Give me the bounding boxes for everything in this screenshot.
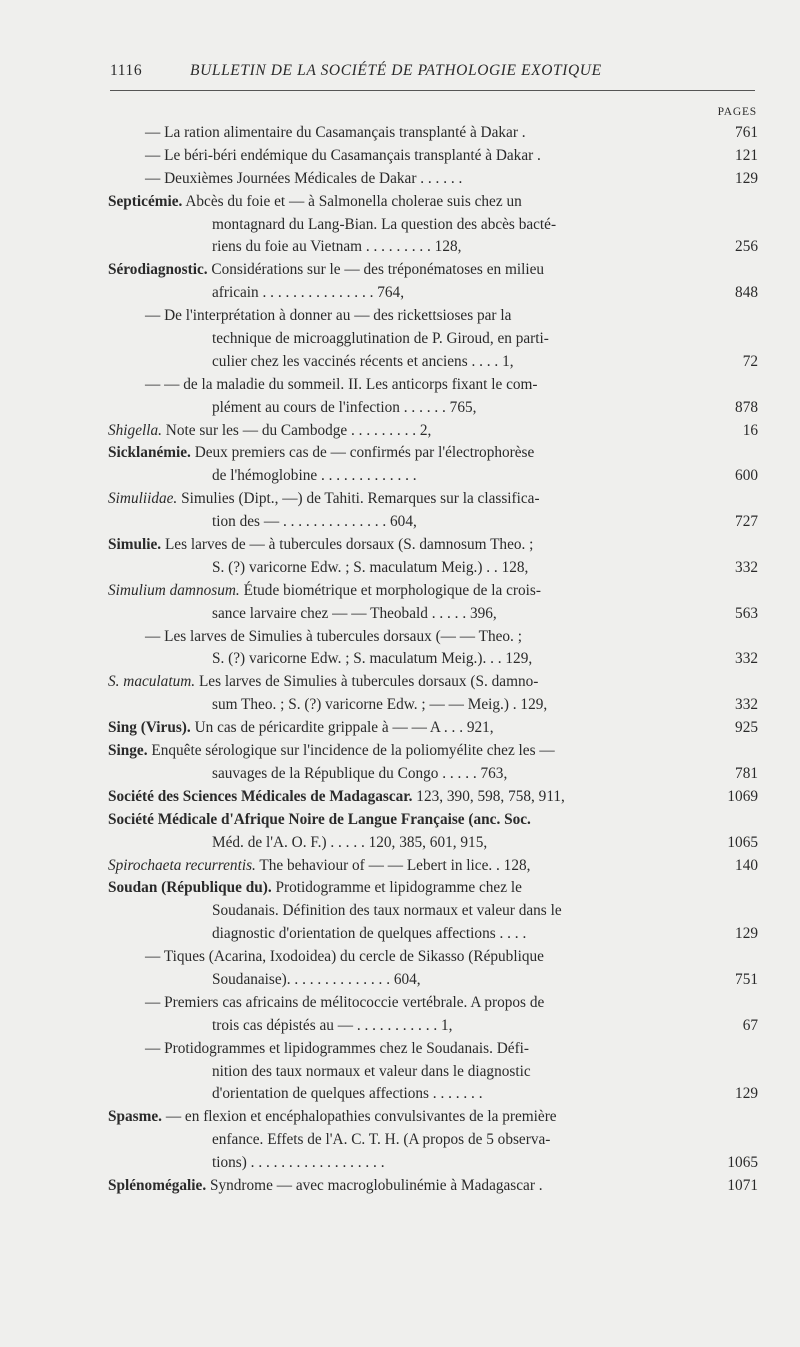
page-reference: 781	[735, 764, 758, 782]
page-reference: 600	[735, 467, 758, 485]
entry-line	[0, 946, 800, 969]
page-reference: 332	[735, 558, 758, 576]
index-entry	[0, 877, 800, 946]
index-entry	[0, 580, 800, 626]
entry-line	[0, 1038, 800, 1061]
entry-text: diagnostic d'orientation de quelques affections . . . .	[212, 925, 527, 943]
entry-text: Enquête sérologique sur l'incidence de la poliomyélite chez les —	[151, 742, 555, 760]
index-entry	[0, 488, 800, 534]
page-reference: 332	[735, 650, 758, 668]
entry-text: S. (?) varicorne Edw. ; S. maculatum Meig.). . . 129,	[212, 650, 533, 668]
entry-text: culier chez les vaccinés récents et anciens . . . . 1,	[212, 352, 514, 370]
entry-line	[0, 900, 800, 923]
entry-line	[0, 305, 800, 328]
entry-line	[0, 420, 800, 443]
entry-line	[0, 397, 800, 420]
entry-line	[0, 1015, 800, 1038]
page-reference: 727	[735, 513, 758, 531]
entry-line	[0, 832, 800, 855]
entry-text: technique de microagglutination de P. Giroud, en parti-	[212, 330, 549, 348]
page-reference: 332	[735, 696, 758, 714]
entry-line	[0, 603, 800, 626]
index-entry	[0, 740, 800, 786]
entry-text: Méd. de l'A. O. F.) . . . . . 120, 385, 601, 915,	[212, 833, 488, 851]
entry-text: — Les larves de Simulies à tubercules dorsaux (— — Theo. ;	[145, 627, 522, 645]
page-reference: 256	[735, 238, 758, 256]
page-reference: 1069	[727, 787, 758, 805]
index-entries	[0, 122, 800, 1198]
entry-line	[0, 511, 800, 534]
entry-line	[0, 328, 800, 351]
page-reference: 72	[742, 352, 758, 370]
entry-heading: Sérodiagnostic.	[108, 261, 208, 279]
entry-text: Note sur les — du Cambodge . . . . . . . . . 2,	[165, 421, 432, 439]
entry-text: Abcès du foie et — à Salmonella cholerae suis chez un	[185, 192, 522, 210]
entry-text: — Protidogrammes et lipidogrammes chez le Soudanais. Défi-	[145, 1039, 530, 1057]
index-entry	[0, 946, 800, 992]
entry-heading: Simuliidae.	[108, 490, 178, 508]
entry-text: Étude biométrique et morphologique de la crois-	[243, 581, 541, 599]
entry-text: Considérations sur le — des tréponématoses en milieu	[211, 261, 545, 279]
index-entry	[0, 1106, 800, 1175]
entry-line	[0, 214, 800, 237]
index-entry	[0, 122, 800, 145]
entry-heading: Spirochaeta recurrentis.	[108, 856, 256, 874]
page-reference: 16	[742, 421, 758, 439]
page-reference: 563	[735, 604, 758, 622]
entry-text: The behaviour of — — Lebert in lice. . 128,	[259, 856, 531, 874]
index-entry	[0, 168, 800, 191]
entry-text: — Tiques (Acarina, Ixodoidea) du cercle de Sikasso (République	[145, 948, 544, 966]
entry-text: — La ration alimentaire du Casamançais transplanté à Dakar .	[145, 124, 526, 141]
entry-line	[0, 786, 800, 809]
entry-heading: Sing (Virus).	[108, 719, 191, 737]
entry-line	[0, 351, 800, 374]
page-reference: 925	[735, 719, 758, 737]
entry-text: — Premiers cas africains de mélitococcie vertébrale. A propos de	[145, 993, 545, 1011]
entry-text: tions) . . . . . . . . . . . . . . . . . .	[212, 1154, 385, 1172]
journal-title: BULLETIN DE LA SOCIÉTÉ DE PATHOLOGIE EXOTIQUE	[190, 62, 602, 79]
page-reference: 1071	[727, 1176, 758, 1194]
entry-text: Les larves de — à tubercules dorsaux (S. damnosum Theo. ;	[164, 536, 534, 554]
page-number: 1116	[110, 62, 143, 79]
entry-heading: Spasme.	[108, 1108, 162, 1126]
entry-heading: Septicémie.	[108, 192, 183, 210]
page-reference: 67	[742, 1016, 758, 1034]
index-entry	[0, 420, 800, 443]
entry-text: Syndrome — avec macroglobulinémie à Madagascar .	[209, 1176, 543, 1194]
entry-line	[0, 580, 800, 603]
entry-line	[0, 145, 800, 168]
index-entry	[0, 809, 800, 855]
entry-text: sum Theo. ; S. (?) varicorne Edw. ; — — Meig.) . 129,	[212, 696, 548, 714]
entry-line	[0, 717, 800, 740]
entry-text: de l'hémoglobine . . . . . . . . . . . . .	[212, 467, 417, 485]
page-reference: 1065	[727, 833, 758, 851]
entry-text: nition des taux normaux et valeur dans le diagnostic	[212, 1062, 531, 1080]
entry-text: riens du foie au Vietnam . . . . . . . . . 128,	[212, 238, 462, 256]
entry-line	[0, 1061, 800, 1084]
entry-line	[0, 1175, 800, 1198]
entry-line	[0, 694, 800, 717]
entry-text: plément au cours de l'infection . . . . . . 765,	[212, 398, 477, 416]
entry-line	[0, 923, 800, 946]
entry-text: Soudanaise). . . . . . . . . . . . . . 604,	[212, 970, 421, 988]
entry-heading: Soudan (République du).	[108, 879, 272, 897]
entry-line	[0, 236, 800, 259]
entry-line	[0, 809, 800, 832]
index-entry	[0, 442, 800, 488]
entry-text: d'orientation de quelques affections . . . . . . .	[212, 1085, 483, 1103]
index-entry	[0, 992, 800, 1038]
entry-text: — De l'interprétation à donner au — des rickettsioses par la	[145, 307, 512, 325]
entry-line	[0, 1129, 800, 1152]
index-entry	[0, 1038, 800, 1107]
entry-heading: Sicklanémie.	[108, 444, 191, 462]
index-entry	[0, 1175, 800, 1198]
entry-text: Un cas de péricardite grippale à — — A . . . 921,	[194, 719, 494, 737]
entry-text: tion des — . . . . . . . . . . . . . . 604,	[212, 513, 417, 531]
entry-text: 123, 390, 598, 758, 911,	[416, 787, 565, 805]
index-entry	[0, 671, 800, 717]
pages-column-label: PAGES	[717, 106, 757, 118]
page-reference: 751	[735, 970, 758, 988]
entry-line	[0, 488, 800, 511]
index-entry	[0, 855, 800, 878]
entry-heading: Société des Sciences Médicales de Madagascar.	[108, 787, 413, 805]
page-reference: 129	[735, 925, 758, 943]
entry-line	[0, 1083, 800, 1106]
entry-line	[0, 122, 800, 145]
entry-line	[0, 740, 800, 763]
index-entry	[0, 626, 800, 672]
entry-heading: Singe.	[108, 742, 148, 760]
entry-line	[0, 465, 800, 488]
entry-text: — Deuxièmes Journées Médicales de Dakar . . . . . .	[145, 169, 463, 187]
index-entry	[0, 259, 800, 305]
entry-line	[0, 648, 800, 671]
index-entry	[0, 786, 800, 809]
entry-line	[0, 168, 800, 191]
entry-heading: Société Médicale d'Afrique Noire de Langue Française (anc. Soc.	[108, 810, 531, 828]
entry-text: Simulies (Dipt., —) de Tahiti. Remarques sur la classifica-	[181, 490, 540, 508]
entry-text: — Le béri-béri endémique du Casamançais transplanté à Dakar .	[145, 146, 541, 164]
entry-text: — — de la maladie du sommeil. II. Les anticorps fixant le com-	[145, 375, 538, 393]
entry-line	[0, 534, 800, 557]
entry-line	[0, 855, 800, 878]
entry-heading: S. maculatum.	[108, 673, 196, 691]
index-entry	[0, 717, 800, 740]
page-reference: 878	[735, 398, 758, 416]
entry-text: Les larves de Simulies à tubercules dorsaux (S. damno-	[198, 673, 539, 691]
entry-line	[0, 442, 800, 465]
entry-line	[0, 259, 800, 282]
entry-text: — en flexion et encéphalopathies convulsivantes de la première	[165, 1108, 557, 1126]
page-reference: 129	[735, 169, 758, 187]
running-header	[110, 62, 755, 80]
entry-line	[0, 557, 800, 580]
header-rule	[110, 90, 755, 91]
entry-text: sauvages de la République du Congo . . . . . 763,	[212, 764, 508, 782]
entry-text: trois cas dépistés au — . . . . . . . . . . . 1,	[212, 1016, 453, 1034]
entry-text: africain . . . . . . . . . . . . . . . 764,	[212, 284, 405, 302]
page-reference: 1065	[727, 1154, 758, 1172]
entry-line	[0, 877, 800, 900]
entry-text: enfance. Effets de l'A. C. T. H. (A propos de 5 observa-	[212, 1131, 551, 1149]
entry-line	[0, 282, 800, 305]
entry-text: S. (?) varicorne Edw. ; S. maculatum Meig.) . . 128,	[212, 558, 529, 576]
page-reference: 129	[735, 1085, 758, 1103]
page-reference: 121	[735, 146, 758, 164]
entry-line	[0, 626, 800, 649]
index-entry	[0, 374, 800, 420]
entry-line	[0, 969, 800, 992]
entry-line	[0, 1152, 800, 1175]
page-reference: 848	[735, 284, 758, 302]
entry-text: montagnard du Lang-Bian. La question des abcès bacté-	[212, 215, 557, 233]
page-reference: 761	[735, 124, 758, 141]
entry-line	[0, 191, 800, 214]
entry-text: sance larvaire chez — — Theobald . . . . . 396,	[212, 604, 497, 622]
index-entry	[0, 191, 800, 260]
entry-line	[0, 374, 800, 397]
entry-line	[0, 1106, 800, 1129]
page-reference: 140	[735, 856, 758, 874]
entry-heading: Splénomégalie.	[108, 1176, 207, 1194]
index-entry	[0, 305, 800, 374]
index-entry	[0, 534, 800, 580]
entry-text: Protidogramme et lipidogramme chez le	[275, 879, 522, 897]
entry-heading: Shigella.	[108, 421, 162, 439]
entry-heading: Simulie.	[108, 536, 162, 554]
entry-line	[0, 763, 800, 786]
entry-text: Deux premiers cas de — confirmés par l'électrophorèse	[194, 444, 535, 462]
entry-line	[0, 671, 800, 694]
entry-text: Soudanais. Définition des taux normaux et valeur dans le	[212, 902, 562, 920]
entry-heading: Simulium damnosum.	[108, 581, 240, 599]
entry-line	[0, 992, 800, 1015]
index-entry	[0, 145, 800, 168]
